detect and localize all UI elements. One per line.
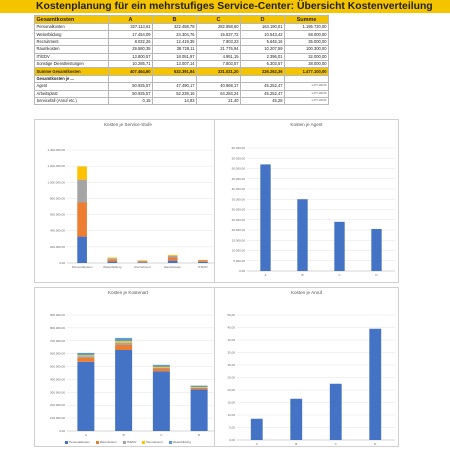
x-tick-label: C xyxy=(338,273,341,277)
value-cell[interactable]: 1.477.100,00 xyxy=(285,90,329,97)
y-tick-label: 200.000,00 xyxy=(49,244,65,249)
table-row xyxy=(35,38,329,45)
bar-segment xyxy=(107,260,117,262)
bar-segment xyxy=(77,166,87,179)
legend-label: Personalkosten xyxy=(69,440,90,444)
bar-segment xyxy=(198,262,208,263)
x-tick-label: D xyxy=(374,442,377,446)
value-cell[interactable]: A xyxy=(109,16,153,24)
value-cell[interactable]: 38.728,11 xyxy=(153,46,197,53)
y-tick-label: 1.400.000,00 xyxy=(47,148,65,152)
value-cell[interactable]: 100.300,00 xyxy=(285,46,329,53)
value-cell[interactable]: 1.195.720,00 xyxy=(285,24,329,31)
bar xyxy=(297,199,307,271)
y-tick-label: 800.000,00 xyxy=(49,196,65,201)
x-tick-label: IT/EDV xyxy=(198,265,208,269)
empty-cell[interactable] xyxy=(153,75,197,82)
value-cell[interactable]: 327.113,61 xyxy=(109,24,153,31)
table-row xyxy=(35,60,329,67)
y-tick-label: 1.000.000,00 xyxy=(47,180,65,185)
value-cell[interactable]: 282.958,60 xyxy=(197,24,241,31)
x-tick-label: D xyxy=(375,273,378,277)
legend-label: Raumkosten xyxy=(99,440,117,444)
bar-segment xyxy=(77,202,87,236)
bar-segment xyxy=(107,258,117,259)
x-tick-label: Recruitment xyxy=(134,265,151,269)
empty-cell[interactable] xyxy=(285,75,329,82)
y-tick-label: 30.000,00 xyxy=(231,207,245,212)
bar-segment xyxy=(107,258,117,259)
y-tick-label: 500.000,00 xyxy=(49,364,65,369)
empty-cell[interactable] xyxy=(109,75,153,82)
table-section-row xyxy=(35,75,329,82)
value-cell[interactable]: 10.543,42 xyxy=(241,31,285,38)
legend-swatch xyxy=(65,441,68,444)
bar xyxy=(251,419,263,440)
y-tick-label: 25,00 xyxy=(227,375,235,380)
y-tick-label: 55.000,00 xyxy=(231,156,245,161)
value-cell[interactable]: 21,40 xyxy=(197,97,241,104)
y-tick-label: 45.000,00 xyxy=(231,176,245,181)
bar-segment xyxy=(191,387,208,388)
table-row xyxy=(35,46,329,53)
bar xyxy=(371,229,381,271)
y-tick-label: 600.000,00 xyxy=(49,351,65,356)
row-label-cell[interactable]: Raumkosten xyxy=(35,46,109,53)
chart-kosten-je-kostenart[interactable] xyxy=(34,287,222,447)
bar xyxy=(334,222,344,271)
table-row xyxy=(35,31,329,38)
row-label-cell[interactable]: Gesamtkosten xyxy=(35,16,109,24)
legend-item[interactable] xyxy=(142,440,162,444)
row-label-cell[interactable]: Summe Gesamtkosten xyxy=(35,68,109,75)
value-cell[interactable]: 24.304,76 xyxy=(153,31,197,38)
value-cell[interactable]: 10.285,71 xyxy=(109,60,153,67)
sheet-title: Kostenplanung für ein mehrstufiges Service-Center: Übersicht Kostenverteilung xyxy=(0,0,450,13)
y-tick-label: 50.000,00 xyxy=(231,166,245,171)
value-cell[interactable]: 422.458,78 xyxy=(153,24,197,31)
y-tick-label: 20,00 xyxy=(227,388,235,392)
bar-segment xyxy=(115,338,132,341)
value-cell[interactable]: C xyxy=(197,16,241,24)
value-cell[interactable]: 10.207,59 xyxy=(241,46,285,53)
y-tick-label: 35,00 xyxy=(227,350,235,355)
chart-kosten-je-service-stufe[interactable] xyxy=(34,119,222,283)
value-cell[interactable]: 50.925,57 xyxy=(109,90,153,97)
value-cell[interactable]: 331.021,20 xyxy=(197,68,241,75)
x-tick-label: A xyxy=(84,433,87,437)
bar-segment xyxy=(77,237,87,263)
legend-item[interactable] xyxy=(96,440,117,444)
chart-title: Kosten je Service-Stufe xyxy=(103,122,152,127)
bar xyxy=(290,399,302,440)
y-tick-label: 900.000,00 xyxy=(49,313,65,317)
x-tick-label: Raumkosten xyxy=(164,265,182,269)
value-cell[interactable]: 52.239,16 xyxy=(153,90,197,97)
y-tick-label: 5,00 xyxy=(229,425,235,430)
value-cell[interactable]: 18.051,97 xyxy=(153,53,197,60)
value-cell[interactable]: 68.000,00 xyxy=(285,31,329,38)
y-tick-label: 1.200.000,00 xyxy=(47,164,65,169)
bar-segment xyxy=(138,261,148,262)
value-cell[interactable]: 50.925,57 xyxy=(109,83,153,90)
bar-segment xyxy=(153,369,170,372)
bar-segment xyxy=(153,367,170,368)
x-tick-label: D xyxy=(198,433,201,437)
bar-segment xyxy=(153,371,170,431)
x-tick-label: Weiterbildung xyxy=(103,265,122,269)
legend-label: Recruitment xyxy=(146,440,163,444)
value-cell[interactable]: 45.252,47 xyxy=(241,83,285,90)
bar-segment xyxy=(77,353,94,355)
bar xyxy=(330,384,342,440)
chart-title: Kosten je Kostenart xyxy=(107,290,149,295)
value-cell[interactable]: 1.477.100,00 xyxy=(285,68,329,75)
bar-segment xyxy=(115,350,132,431)
y-tick-label: 100.000,00 xyxy=(49,416,65,421)
value-cell[interactable]: 17.454,09 xyxy=(109,31,153,38)
bar-segment xyxy=(198,260,208,261)
row-label-cell[interactable]: Servicefall (Anruf etc.) xyxy=(35,97,109,104)
y-tick-label: 40.000,00 xyxy=(231,187,245,191)
value-cell[interactable]: 40.968,17 xyxy=(197,83,241,90)
bar xyxy=(260,164,270,271)
row-label-cell[interactable]: Personalkosten xyxy=(35,24,109,31)
value-cell[interactable]: 64.284,24 xyxy=(197,90,241,97)
y-tick-label: 20.000,00 xyxy=(231,228,245,232)
value-cell[interactable]: 8.032,26 xyxy=(109,38,153,45)
table-row xyxy=(35,90,329,97)
x-tick-label: Personalkosten xyxy=(71,265,93,269)
y-tick-label: 400.000,00 xyxy=(49,377,65,382)
y-tick-label: 35.000,00 xyxy=(231,197,245,202)
x-tick-label: B xyxy=(295,442,298,446)
value-cell[interactable]: 45,28 xyxy=(241,97,285,104)
bar xyxy=(369,329,381,440)
x-tick-label: C xyxy=(334,442,337,446)
y-tick-label: 40,00 xyxy=(227,338,235,342)
value-cell[interactable]: 47.490,17 xyxy=(153,83,197,90)
bar-segment xyxy=(138,261,148,262)
value-cell[interactable]: 163.190,01 xyxy=(241,24,285,31)
y-tick-label: 15,00 xyxy=(227,400,235,405)
legend-item[interactable] xyxy=(65,440,90,444)
x-tick-label: B xyxy=(301,273,304,277)
table-row xyxy=(35,68,329,75)
y-tick-label: 800.000,00 xyxy=(49,325,65,330)
y-tick-label: 300.000,00 xyxy=(49,390,65,395)
bar-segment xyxy=(115,343,132,345)
row-label-cell[interactable]: Arbeitsplatz xyxy=(35,90,109,97)
value-cell[interactable]: 1.477.100,00 xyxy=(285,83,329,90)
legend-item[interactable] xyxy=(123,440,137,444)
value-cell[interactable]: 14,83 xyxy=(153,97,197,104)
value-cell[interactable]: 15.637,72 xyxy=(197,31,241,38)
value-cell[interactable]: 7.903,23 xyxy=(197,38,241,45)
y-tick-label: 5.000,00 xyxy=(233,258,245,263)
row-label-cell[interactable]: Agent xyxy=(35,83,109,90)
section-label-cell[interactable]: Gesamtkosten je ... xyxy=(35,75,109,82)
bar-segment xyxy=(153,368,170,369)
row-label-cell[interactable]: IT/EDV xyxy=(35,53,109,60)
value-cell[interactable]: 407.464,60 xyxy=(109,68,153,75)
y-tick-label: 0,00 xyxy=(229,438,235,442)
value-cell[interactable]: 13.007,14 xyxy=(153,60,197,67)
bar-segment xyxy=(168,261,178,263)
value-cell[interactable]: Summe xyxy=(285,16,329,24)
table-row xyxy=(35,97,329,104)
bar-segment xyxy=(191,389,208,431)
empty-cell[interactable] xyxy=(241,75,285,82)
bar-segment xyxy=(107,262,117,263)
value-cell[interactable]: 12.419,35 xyxy=(153,38,197,45)
value-cell[interactable]: 532.391,84 xyxy=(153,68,197,75)
row-label-cell[interactable]: Sonstige Dienstleistungen xyxy=(35,60,109,67)
bar-segment xyxy=(191,388,208,389)
y-tick-label: 10.000,00 xyxy=(231,248,245,253)
value-cell[interactable]: 4.951,15 xyxy=(197,53,241,60)
value-cell[interactable]: 0,15 xyxy=(109,97,153,104)
x-tick-label: C xyxy=(160,433,163,437)
y-tick-label: 50,00 xyxy=(227,313,235,317)
table-row xyxy=(35,24,329,31)
bar-segment xyxy=(77,358,94,362)
value-cell[interactable]: B xyxy=(153,16,197,24)
bar-segment xyxy=(138,262,148,263)
row-label-cell[interactable]: Weiterbildung xyxy=(35,31,109,38)
value-cell[interactable]: 1.477.100,00 xyxy=(285,97,329,104)
bar-segment xyxy=(77,180,87,203)
legend-swatch xyxy=(96,441,99,444)
value-cell[interactable]: 38.000,00 xyxy=(285,60,329,67)
legend-swatch xyxy=(169,441,172,444)
legend-label: Weiterbildung xyxy=(172,440,191,444)
y-tick-label: 0,00 xyxy=(239,269,245,273)
value-cell[interactable]: 5.645,16 xyxy=(241,38,285,45)
y-tick-label: 60.000,00 xyxy=(231,146,245,150)
y-tick-label: 25.000,00 xyxy=(231,217,245,222)
legend-item[interactable] xyxy=(169,440,191,444)
value-cell[interactable]: 13.800,57 xyxy=(109,53,153,60)
y-tick-label: 15.000,00 xyxy=(231,238,245,243)
chart-title: Kosten je Anruf xyxy=(290,290,323,295)
bar-segment xyxy=(77,356,94,358)
value-cell[interactable]: 6.303,57 xyxy=(241,60,285,67)
bar-segment xyxy=(77,362,94,431)
bar-segment xyxy=(168,257,178,260)
x-tick-label: B xyxy=(122,433,125,437)
y-tick-label: 10,00 xyxy=(227,413,235,417)
chart-legend xyxy=(35,440,221,444)
value-cell[interactable]: 29.580,35 xyxy=(109,46,153,53)
chart-kosten-je-anruf[interactable] xyxy=(214,287,399,447)
cost-table xyxy=(34,15,329,105)
x-tick-label: A xyxy=(264,273,267,277)
y-tick-label: 700.000,00 xyxy=(49,338,65,343)
y-tick-label: 400.000,00 xyxy=(49,228,65,233)
chart-title: Kosten je Agent xyxy=(290,122,323,127)
x-tick-label: A xyxy=(255,442,258,446)
y-tick-label: 30,00 xyxy=(227,363,235,367)
table-row xyxy=(35,83,329,90)
value-cell[interactable]: 32.000,00 xyxy=(285,53,329,60)
value-cell[interactable]: 35.000,00 xyxy=(285,38,329,45)
value-cell[interactable]: 45.252,47 xyxy=(241,90,285,97)
table-row xyxy=(35,53,329,60)
chart-kosten-je-agent[interactable] xyxy=(214,119,399,283)
bar-segment xyxy=(115,345,132,350)
value-cell[interactable]: 7.803,57 xyxy=(197,60,241,67)
bar-segment xyxy=(168,255,178,256)
row-label-cell[interactable]: Recruitment xyxy=(35,38,109,45)
y-tick-label: 200.000,00 xyxy=(49,403,65,408)
y-tick-label: 0,00 xyxy=(59,429,65,433)
bar-segment xyxy=(153,365,170,367)
y-tick-label: 45,00 xyxy=(227,325,235,330)
value-cell[interactable]: 2.396,01 xyxy=(241,53,285,60)
bar-segment xyxy=(168,256,178,258)
legend-swatch xyxy=(142,441,145,444)
value-cell[interactable]: 226.262,36 xyxy=(241,68,285,75)
value-cell[interactable]: D xyxy=(241,16,285,24)
table-row xyxy=(35,16,329,24)
legend-swatch xyxy=(123,441,126,444)
value-cell[interactable]: 21.776,94 xyxy=(197,46,241,53)
bar-segment xyxy=(191,386,208,387)
legend-label: IT/EDV xyxy=(126,440,137,444)
y-tick-label: 600.000,00 xyxy=(49,212,65,217)
empty-cell[interactable] xyxy=(197,75,241,82)
bar-segment xyxy=(77,355,94,356)
y-tick-label: 0,00 xyxy=(59,261,65,265)
bar-segment xyxy=(115,341,132,343)
